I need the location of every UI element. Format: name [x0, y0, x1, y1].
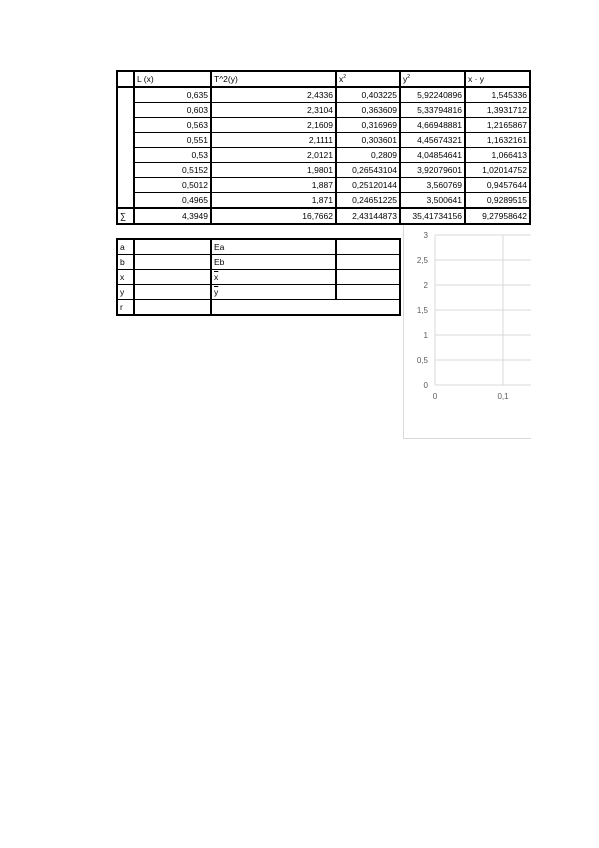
cell-x2[interactable]: 0,25120144 [336, 178, 400, 193]
sum-xy[interactable]: 9,27958642 [465, 208, 530, 224]
param-label-b: b [117, 255, 134, 270]
empty-cell [336, 300, 400, 316]
header-x2[interactable]: $x^2$ [336, 71, 400, 87]
cell-l[interactable]: 0,635 [134, 87, 211, 103]
cell-xy[interactable]: 1,1632161 [465, 133, 530, 148]
table-row [117, 148, 530, 163]
cell-t2[interactable]: 2,1111 [211, 133, 336, 148]
cell-y2[interactable]: 4,66948881 [400, 118, 465, 133]
cell-xy[interactable]: 0,9457644 [465, 178, 530, 193]
table-row [117, 133, 530, 148]
param-value-b[interactable] [134, 255, 211, 270]
param-label-y-mean: $\overline{y}$ [211, 285, 336, 300]
cell-y2[interactable]: 4,04854641 [400, 148, 465, 163]
param-label-a: a [117, 239, 134, 255]
scatter-chart[interactable] [403, 225, 531, 439]
param-label-y: y [117, 285, 134, 300]
sum-symbol: ∑ [117, 208, 134, 224]
header-t2[interactable]: T^2(y) [211, 71, 336, 87]
sum-row [117, 208, 530, 224]
table-row [117, 87, 530, 103]
chart-grid [435, 235, 531, 385]
cell-x2[interactable]: 0,403225 [336, 87, 400, 103]
table-row [117, 163, 530, 178]
row-marker [117, 87, 134, 103]
param-value-y[interactable] [134, 285, 211, 300]
cell-x2[interactable]: 0,316969 [336, 118, 400, 133]
cell-x2[interactable]: 0,26543104 [336, 163, 400, 178]
y-tick-label: 2 [423, 281, 428, 290]
cell-xy[interactable]: 0,9289515 [465, 193, 530, 209]
cell-y2[interactable]: 5,33794816 [400, 103, 465, 118]
y-tick-label: 0 [423, 381, 428, 390]
y-tick-label: 1,5 [416, 306, 428, 315]
row-marker [117, 178, 134, 193]
row-marker [117, 148, 134, 163]
param-label-x: x [117, 270, 134, 285]
y-tick-label: 3 [423, 231, 428, 240]
cell-y2[interactable]: 5,92240896 [400, 87, 465, 103]
cell-y2[interactable]: 3,92079601 [400, 163, 465, 178]
row-marker [117, 193, 134, 209]
sum-y2[interactable]: 35,41734156 [400, 208, 465, 224]
table-header-row [117, 71, 530, 87]
sum-t2[interactable]: 16,7662 [211, 208, 336, 224]
param-value-ea[interactable] [336, 239, 400, 255]
param-label-eb: Eb [211, 255, 336, 270]
param-value-r[interactable] [134, 300, 211, 316]
param-label-r: r [117, 300, 134, 316]
cell-l[interactable]: 0,551 [134, 133, 211, 148]
cell-xy[interactable]: 1,02014752 [465, 163, 530, 178]
cell-l[interactable]: 0,53 [134, 148, 211, 163]
row-marker [117, 133, 134, 148]
cell-l[interactable]: 0,5012 [134, 178, 211, 193]
cell-t2[interactable]: 2,3104 [211, 103, 336, 118]
param-row-b [117, 255, 400, 270]
row-marker [117, 103, 134, 118]
cell-xy[interactable]: 1,545336 [465, 87, 530, 103]
cell-xy[interactable]: 1,3931712 [465, 103, 530, 118]
cell-t2[interactable]: 2,1609 [211, 118, 336, 133]
row-marker [117, 118, 134, 133]
param-value-eb[interactable] [336, 255, 400, 270]
cell-xy[interactable]: 1,066413 [465, 148, 530, 163]
cell-x2[interactable]: 0,2809 [336, 148, 400, 163]
cell-x2[interactable]: 0,363609 [336, 103, 400, 118]
header-xy[interactable]: x · y [465, 71, 530, 87]
y-tick-label: 1 [423, 331, 428, 340]
param-value-y-mean[interactable] [336, 285, 400, 300]
corner-cell [117, 71, 134, 87]
x-tick-label: 0,1 [497, 392, 509, 401]
y-tick-label: 2,5 [416, 256, 428, 265]
chart-svg [403, 225, 531, 439]
param-label-ea: Ea [211, 239, 336, 255]
cell-t2[interactable]: 1,9801 [211, 163, 336, 178]
cell-t2[interactable]: 2,0121 [211, 148, 336, 163]
param-value-x-mean[interactable] [336, 270, 400, 285]
cell-y2[interactable]: 4,45674321 [400, 133, 465, 148]
cell-l[interactable]: 0,603 [134, 103, 211, 118]
table-row [117, 118, 530, 133]
param-value-a[interactable] [134, 239, 211, 255]
cell-xy[interactable]: 1,2165867 [465, 118, 530, 133]
cell-l[interactable]: 0,5152 [134, 163, 211, 178]
header-y2[interactable]: $y^2$ [400, 71, 465, 87]
cell-l[interactable]: 0,563 [134, 118, 211, 133]
param-value-x[interactable] [134, 270, 211, 285]
cell-t2[interactable]: 1,887 [211, 178, 336, 193]
cell-t2[interactable]: 2,4336 [211, 87, 336, 103]
empty-cell [211, 300, 336, 316]
param-row-r [117, 300, 400, 316]
parameters-table [116, 238, 401, 316]
table-row [117, 178, 530, 193]
cell-y2[interactable]: 3,500641 [400, 193, 465, 209]
row-marker [117, 163, 134, 178]
cell-y2[interactable]: 3,560769 [400, 178, 465, 193]
table-row [117, 103, 530, 118]
header-l[interactable]: L (x) [134, 71, 211, 87]
cell-l[interactable]: 0,4965 [134, 193, 211, 209]
cell-t2[interactable]: 1,871 [211, 193, 336, 209]
sum-l[interactable]: 4,3949 [134, 208, 211, 224]
param-row-x [117, 270, 400, 285]
data-table [116, 70, 531, 225]
param-row-y [117, 285, 400, 300]
param-row-a [117, 239, 400, 255]
table-row [117, 193, 530, 209]
x-tick-label: 0 [432, 392, 438, 401]
y-tick-label: 0,5 [416, 356, 428, 365]
sum-x2[interactable]: 2,43144873 [336, 208, 400, 224]
cell-x2[interactable]: 0,303601 [336, 133, 400, 148]
cell-x2[interactable]: 0,24651225 [336, 193, 400, 209]
chart-tick-labels [417, 231, 509, 401]
param-label-x-mean: $\overline{x}$ [211, 270, 336, 285]
